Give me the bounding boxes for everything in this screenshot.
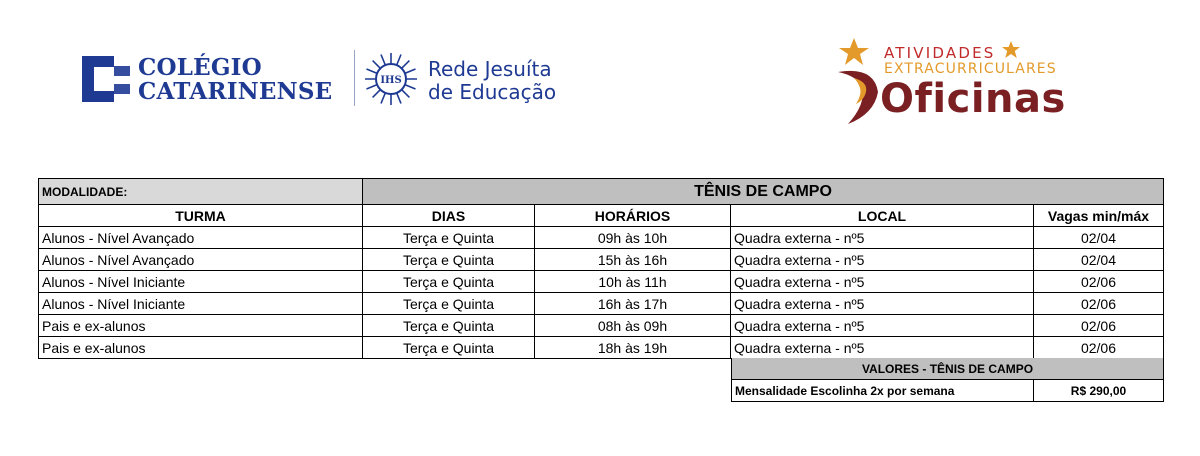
col-local: LOCAL [731,205,1034,227]
col-dias: DIAS [363,205,535,227]
dias-cell: Terça e Quinta [363,337,535,359]
rede-line2: de Educação [428,80,557,104]
column-header-row [38,205,1164,227]
col-horarios: HORÁRIOS [535,205,731,227]
horarios-cell: 08h às 09h [535,315,731,337]
turma-cell: Pais e ex-alunos [38,315,363,337]
star-icon [1001,40,1021,60]
vagas-cell: 02/06 [1034,293,1164,315]
local-cell: Quadra externa - nº5 [731,227,1034,249]
jesuit-seal-icon [364,52,418,106]
colegio-catarinense-logo-icon [78,54,132,104]
colegio-line1: COLÉGIO [138,54,262,81]
schedule-table [38,178,1164,359]
local-cell: Quadra externa - nº5 [731,249,1034,271]
colegio-catarinense-wordmark [138,56,332,104]
valores-title-row [731,358,1164,380]
horarios-cell: 15h às 16h [535,249,731,271]
vagas-cell: 02/04 [1034,249,1164,271]
atividades-line2: EXTRACURRICULARES [884,61,1057,77]
colegio-line2: CATARINENSE [138,78,333,105]
table-row [38,337,1164,359]
dias-cell: Terça e Quinta [363,271,535,293]
rede-line1: Rede Jesuíta [428,57,552,81]
table-row [38,227,1164,249]
local-cell: Quadra externa - nº5 [731,271,1034,293]
modalidade-label: MODALIDADE: [38,178,363,205]
table-row [38,293,1164,315]
horarios-cell: 09h às 10h [535,227,731,249]
local-cell: Quadra externa - nº5 [731,293,1034,315]
logo-divider [354,50,355,106]
turma-cell: Alunos - Nível Iniciante [38,293,363,315]
valores-title: VALORES - TÊNIS DE CAMPO [731,358,1164,380]
vagas-cell: 02/06 [1034,337,1164,359]
horarios-cell: 10h às 11h [535,271,731,293]
turma-cell: Alunos - Nível Avançado [38,249,363,271]
col-turma: TURMA [38,205,363,227]
modalidade-value: TÊNIS DE CAMPO [363,178,1164,205]
vagas-cell: 02/06 [1034,271,1164,293]
rede-jesuita-wordmark [428,58,556,104]
table-row [38,271,1164,293]
turma-cell: Alunos - Nível Iniciante [38,271,363,293]
horarios-cell: 16h às 17h [535,293,731,315]
mensalidade-price: R$ 290,00 [1034,380,1164,402]
dias-cell: Terça e Quinta [363,227,535,249]
turma-cell: Pais e ex-alunos [38,337,363,359]
atividades-line1: ATIVIDADES [884,44,996,62]
col-vagas: Vagas min/máx [1034,205,1164,227]
vagas-cell: 02/04 [1034,227,1164,249]
table-row [38,315,1164,337]
local-cell: Quadra externa - nº5 [731,315,1034,337]
dias-cell: Terça e Quinta [363,293,535,315]
mensalidade-label: Mensalidade Escolinha 2x por semana [731,380,1034,402]
turma-cell: Alunos - Nível Avançado [38,227,363,249]
valores-table [731,358,1164,402]
vagas-cell: 02/06 [1034,315,1164,337]
horarios-cell: 18h às 19h [535,337,731,359]
seal-letters: IHS [380,75,402,86]
dias-cell: Terça e Quinta [363,249,535,271]
dias-cell: Terça e Quinta [363,315,535,337]
modalidade-row [38,178,1164,205]
table-row [38,249,1164,271]
oficinas-title: Oficinas [880,76,1066,122]
local-cell: Quadra externa - nº5 [731,337,1034,359]
valores-price-row [731,380,1164,402]
